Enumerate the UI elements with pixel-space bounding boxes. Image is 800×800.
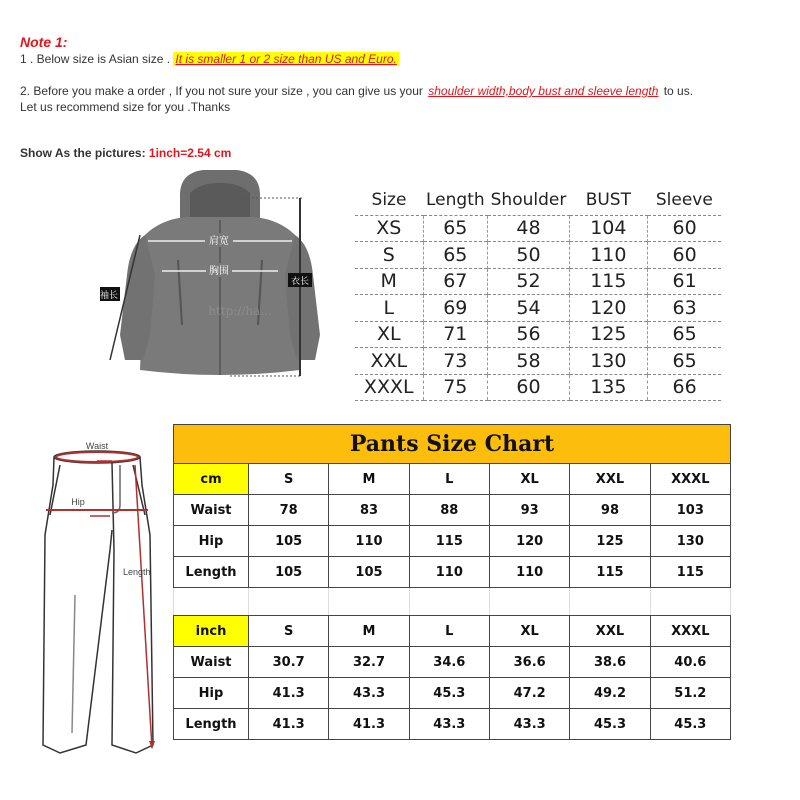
table-row — [174, 678, 731, 709]
cell: 65 — [423, 242, 488, 269]
bust-label: 胸围 — [209, 266, 229, 277]
size-header: XXL — [570, 464, 650, 495]
cell: 60 — [647, 215, 721, 242]
table-row — [355, 348, 721, 375]
cell: 73 — [423, 348, 488, 375]
cell: 36.6 — [489, 647, 569, 678]
size-header: XXL — [570, 616, 650, 647]
cell: 120 — [489, 526, 569, 557]
cell: 43.3 — [489, 709, 569, 740]
cell: 110 — [489, 557, 569, 588]
cell: 65 — [647, 348, 721, 375]
cell: XS — [355, 215, 423, 242]
cell: 75 — [423, 374, 488, 401]
table-row — [355, 295, 721, 322]
cell: 45.3 — [409, 678, 489, 709]
cell: 41.3 — [249, 678, 329, 709]
cell: 38.6 — [570, 647, 650, 678]
cell: 115 — [409, 526, 489, 557]
cell: L — [355, 295, 423, 322]
cell: XL — [355, 321, 423, 348]
unit-inch: inch — [174, 616, 249, 647]
cell: M — [355, 268, 423, 295]
table-row — [355, 242, 721, 269]
waist-label: Waist — [85, 441, 109, 451]
measurement-request: shoulder width,body bust and sleeve length — [428, 84, 659, 98]
spacer-cell — [650, 588, 730, 616]
spacer-cell — [329, 588, 409, 616]
size-header: XL — [489, 616, 569, 647]
table-row — [355, 268, 721, 295]
cell: 78 — [249, 495, 329, 526]
length-label: Length — [123, 567, 151, 577]
cell: 43.3 — [409, 709, 489, 740]
cell: 83 — [329, 495, 409, 526]
row-label: Waist — [174, 647, 249, 678]
cell: 48 — [488, 215, 570, 242]
cell: 103 — [650, 495, 730, 526]
spacer-cell — [174, 588, 249, 616]
header-size: Size — [371, 189, 407, 210]
table-row — [355, 374, 721, 401]
cm-header-row — [174, 464, 731, 495]
cell: 43.3 — [329, 678, 409, 709]
row-label: Length — [174, 709, 249, 740]
cell: 125 — [569, 321, 647, 348]
size-header: S — [249, 616, 329, 647]
table-row — [174, 709, 731, 740]
cell: 30.7 — [249, 647, 329, 678]
spacer-cell — [489, 588, 569, 616]
size-header: XXXL — [650, 464, 730, 495]
row-label: Hip — [174, 678, 249, 709]
pants-size-table — [173, 424, 731, 740]
inch-conversion: 1inch=2.54 cm — [148, 146, 232, 160]
cell: 105 — [329, 557, 409, 588]
cell: S — [355, 242, 423, 269]
jacket-table-header — [355, 185, 721, 215]
cell: 45.3 — [650, 709, 730, 740]
table-row — [174, 557, 731, 588]
cell: 135 — [569, 374, 647, 401]
cell: 115 — [570, 557, 650, 588]
shoulder-label: 肩宽 — [209, 236, 229, 247]
cell: 65 — [423, 215, 488, 242]
cell: 104 — [569, 215, 647, 242]
cell: 56 — [488, 321, 570, 348]
row-label: Waist — [174, 495, 249, 526]
show-label: Show As the pictures: — [20, 146, 146, 160]
cell: 50 — [488, 242, 570, 269]
size-header: M — [329, 616, 409, 647]
hip-label: Hip — [71, 497, 85, 507]
row-label: Hip — [174, 526, 249, 557]
cell: 105 — [249, 526, 329, 557]
size-header: S — [249, 464, 329, 495]
note-line-1-text: 1 . Below size is Asian size . — [20, 52, 171, 66]
cell: 54 — [488, 295, 570, 322]
jacket-size-table — [355, 185, 721, 401]
cell: 130 — [569, 348, 647, 375]
cell: 49.2 — [570, 678, 650, 709]
cell: 110 — [329, 526, 409, 557]
show-pictures-line — [20, 146, 231, 160]
note-line-3: Let us recommend size for you .Thanks — [20, 100, 231, 114]
cell: 130 — [650, 526, 730, 557]
pants-table-title: Pants Size Chart — [174, 425, 731, 464]
cell: 98 — [570, 495, 650, 526]
cell: 41.3 — [329, 709, 409, 740]
header-shoulder: Shoulder — [490, 189, 567, 210]
cell: 34.6 — [409, 647, 489, 678]
spacer-cell — [570, 588, 650, 616]
row-label: Length — [174, 557, 249, 588]
asian-size-warning: It is smaller 1 or 2 size than US and Euro. — [175, 52, 397, 66]
sleeve-label: 袖长 — [100, 291, 119, 301]
table-row — [174, 526, 731, 557]
cell: 120 — [569, 295, 647, 322]
cell: 52 — [488, 268, 570, 295]
cell: 51.2 — [650, 678, 730, 709]
note-title: Note 1: — [20, 34, 68, 50]
length-label: 衣长 — [290, 277, 310, 287]
cell: 71 — [423, 321, 488, 348]
cell: 105 — [249, 557, 329, 588]
cell: 40.6 — [650, 647, 730, 678]
size-header: M — [329, 464, 409, 495]
cell: 63 — [647, 295, 721, 322]
cell: 69 — [423, 295, 488, 322]
size-header: XXXL — [650, 616, 730, 647]
note-line-2 — [20, 84, 693, 98]
cell: 47.2 — [489, 678, 569, 709]
cell: 93 — [489, 495, 569, 526]
cell: 65 — [647, 321, 721, 348]
header-length: Length — [426, 189, 485, 210]
cell: 60 — [488, 374, 570, 401]
pants-diagram — [20, 435, 170, 765]
cell: XXL — [355, 348, 423, 375]
cell: 60 — [647, 242, 721, 269]
table-row — [355, 215, 721, 242]
size-header: L — [409, 616, 489, 647]
pants-title-row — [174, 425, 731, 464]
watermark: http://ha... — [208, 304, 272, 318]
spacer-cell — [409, 588, 489, 616]
cell: 115 — [650, 557, 730, 588]
note-line-1 — [20, 52, 399, 66]
note-line-2-text: 2. Before you make a order , If you not sure your size , you can give us your — [20, 84, 423, 98]
note-line-2-suffix: to us. — [663, 84, 694, 98]
cell: 115 — [569, 268, 647, 295]
table-row — [174, 495, 731, 526]
cell: 41.3 — [249, 709, 329, 740]
cell: 58 — [488, 348, 570, 375]
cell: 45.3 — [570, 709, 650, 740]
cell: 88 — [409, 495, 489, 526]
header-sleeve: Sleeve — [655, 189, 713, 210]
size-header: XL — [489, 464, 569, 495]
table-row — [174, 647, 731, 678]
cell: 67 — [423, 268, 488, 295]
size-header: L — [409, 464, 489, 495]
unit-cm: cm — [174, 464, 249, 495]
cell: 110 — [409, 557, 489, 588]
cell: 61 — [647, 268, 721, 295]
jacket-diagram — [100, 165, 340, 405]
cell: 110 — [569, 242, 647, 269]
cell: 32.7 — [329, 647, 409, 678]
cell: 125 — [570, 526, 650, 557]
cell: XXXL — [355, 374, 423, 401]
cell: 66 — [647, 374, 721, 401]
spacer-row — [174, 588, 731, 616]
header-bust: BUST — [585, 189, 631, 210]
spacer-cell — [249, 588, 329, 616]
inch-header-row — [174, 616, 731, 647]
table-row — [355, 321, 721, 348]
